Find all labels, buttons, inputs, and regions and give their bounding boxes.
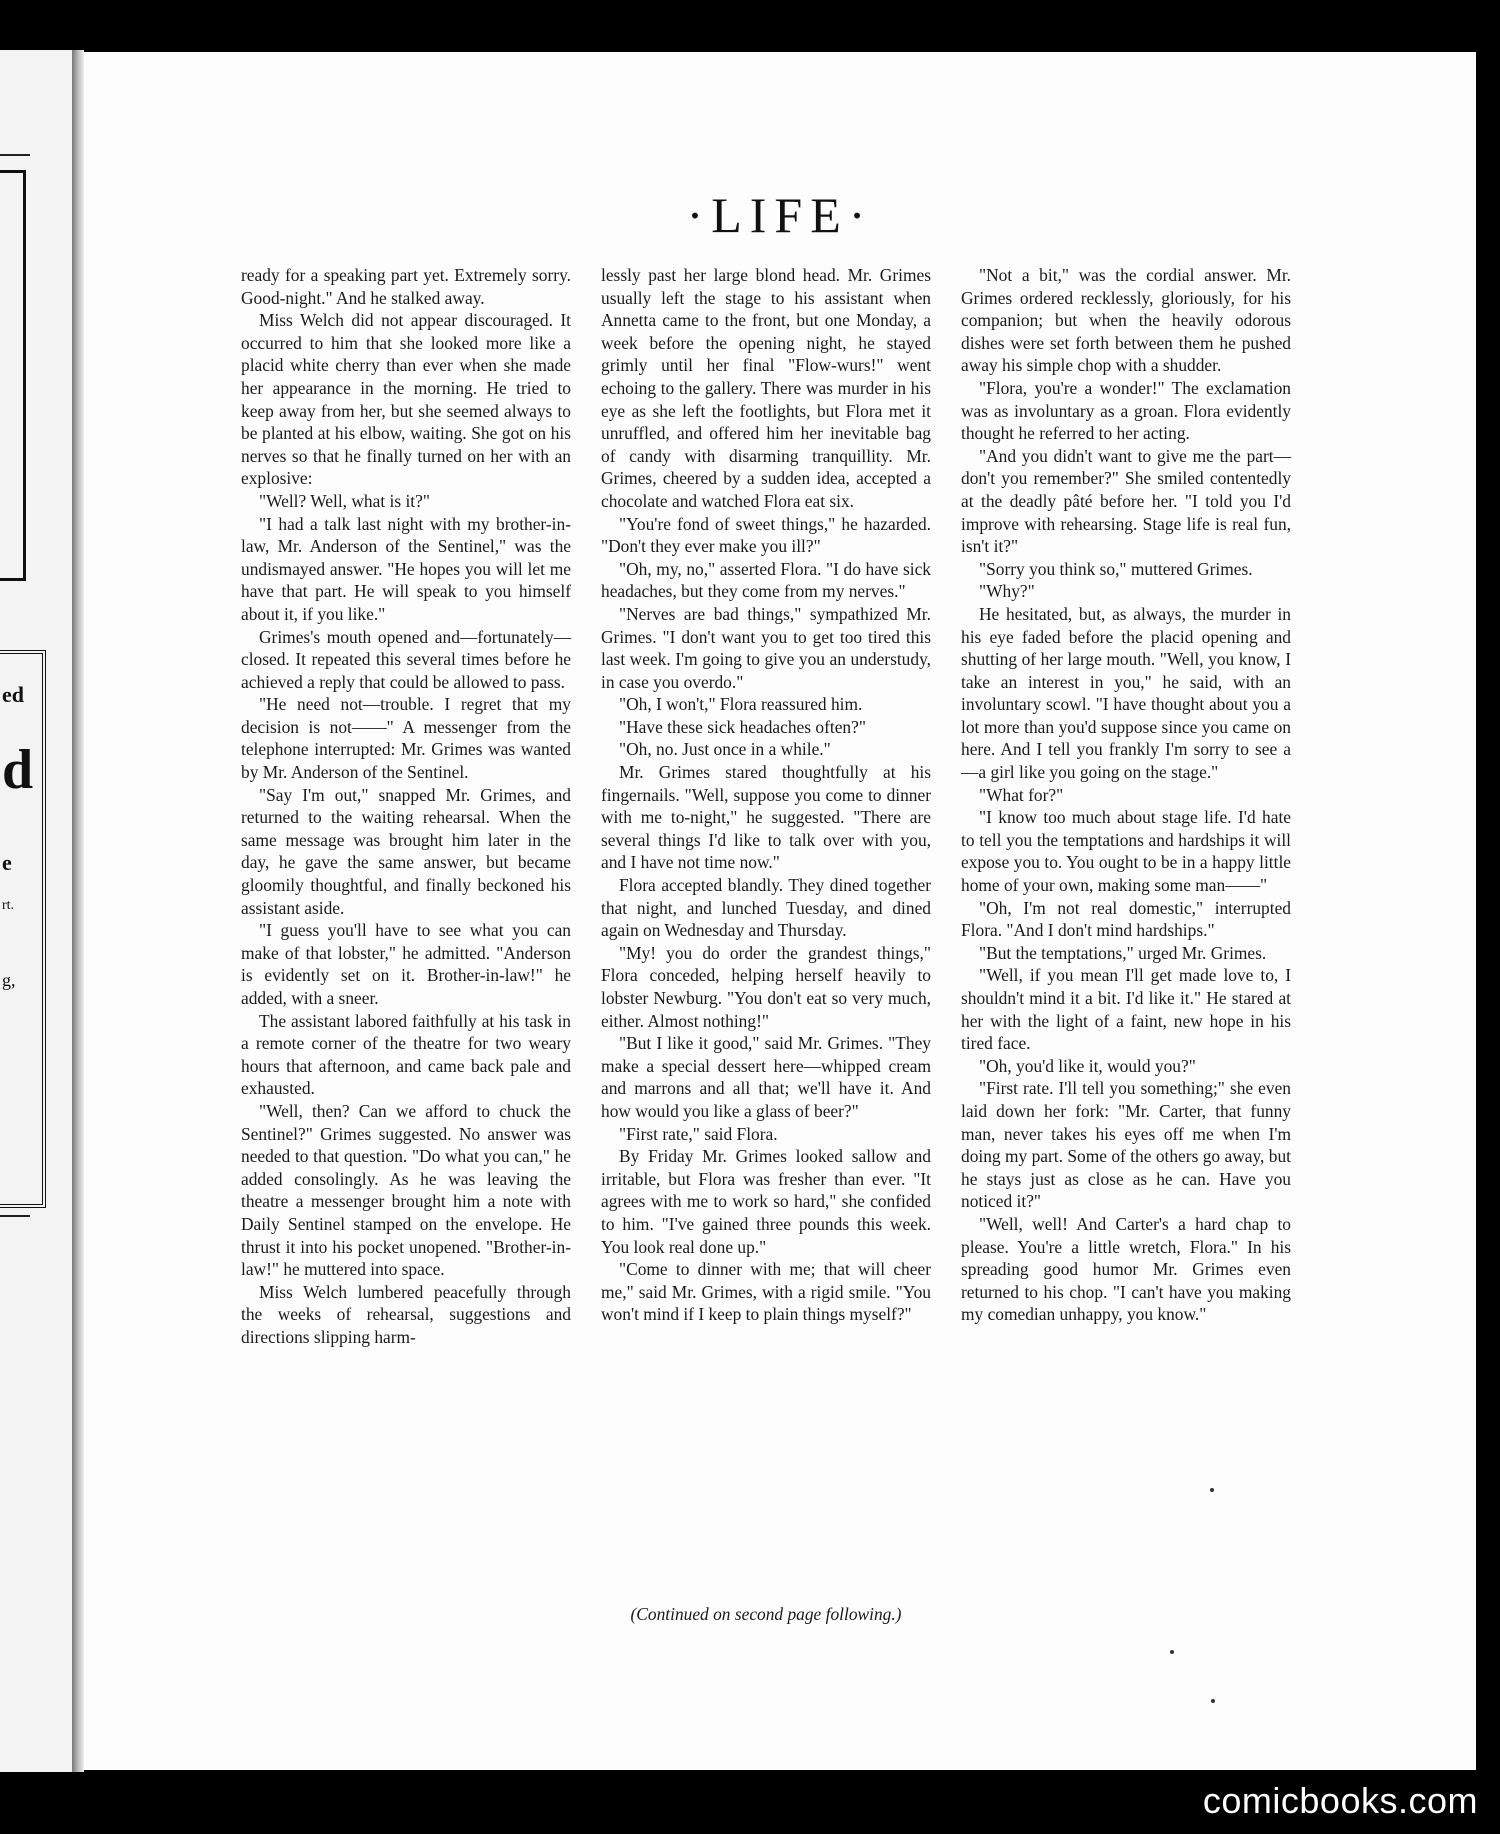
book-gutter <box>72 50 84 1772</box>
article-paragraph: "What for?" <box>979 784 1064 805</box>
article-paragraph: Mr. Grimes stared thoughtfully at his fingernails. "Well, suppose you come to dinner with me to-night," he suggested. "There are several things I'd like to talk over with you, and I have not time now." <box>601 762 931 873</box>
text-column-2 <box>601 264 931 1326</box>
left-fragment-text: e <box>2 850 12 875</box>
watermark-text: comicbooks.com <box>1202 1780 1478 1821</box>
article-paragraph: "Why?" <box>979 581 1035 602</box>
article-paragraph: "Well, well! And Carter's a hard chap to please. You're a little wretch, Flora." In his spreading good humor Mr. Grimes even returned to his chop. "I can't have you making my comedian unhappy, you know." <box>961 1213 1291 1325</box>
article-paragraph: "He need not—trouble. I regret that my decision is not——" A messenger from the telephone interrupted: Mr. Grimes was wanted by Mr. Anderson of the Sentinel. <box>241 694 571 783</box>
article-paragraph: Grimes's mouth opened and—fortunately—closed. It repeated this several times before he achieved a reply that could be allowed to pass. <box>241 626 571 692</box>
article-paragraph: "Say I'm out," snapped Mr. Grimes, and returned to the waiting rehearsal. When the same message was brought him later in the day, he gave the same answer, but became gloomily thoughtful, and finally beckoned his assistant aside. <box>241 784 571 918</box>
magazine-page <box>84 52 1476 1770</box>
article-paragraph: "And you didn't want to give me the part—don't you remember?" She smiled contentedly at the deadly pâté before her. "I told you I'd improve with rehearsing. Stage life is real fun, isn't it?" <box>961 445 1291 557</box>
article-paragraph: He hesitated, but, as always, the murder in his eye faded before the placid opening and shutting of her large mouth. "Well, you know, I take an interest in you," he said, with an involuntary scowl. "I have thought about you a lot more than you'd suppose since you came on here. And I tell you frankly I'm sorry to see a—a girl like you going on the stage." <box>961 603 1291 783</box>
text-column-1 <box>241 264 571 1349</box>
article-paragraph: "Well, then? Can we afford to chuck the Sentinel?" Grimes suggested. No answer was needed to that question. "Do what you can," he added consolingly. As he was leaving the theatre a messenger brought him a note with Daily Sentinel stamped on the envelope. He thrust it into his pocket unopened. "Brother-in-law!" he muttered into space. <box>241 1100 571 1280</box>
left-fragment-text: ed <box>2 682 24 707</box>
article-paragraph: "But the temptations," urged Mr. Grimes. <box>979 942 1267 963</box>
left-page-edge <box>0 50 80 1772</box>
masthead-title: ·LIFE· <box>686 187 874 243</box>
article-paragraph: "Oh, I'm not real domestic," interrupted Flora. "And I don't mind hardships." <box>961 897 1291 941</box>
article-paragraph: "I know too much about stage life. I'd hate to tell you the temptations and hardships it will expose you to. You ought to be in a happy little home of your own, making some man——" <box>961 807 1291 896</box>
article-paragraph: "First rate. I'll tell you something;" she even laid down her fork: "Mr. Carter, that funny man, never takes his eyes off me when I'm doing my part. Some of the others go away, but he stays just as close as he can. Have you noticed it?" <box>961 1078 1291 1212</box>
article-paragraph: "Sorry you think so," muttered Grimes. <box>979 558 1253 579</box>
article-paragraph: "Flora, you're a wonder!" The exclamation was as involuntary as a groan. Flora evidently thought he referred to her acting. <box>961 377 1291 444</box>
text-column-3 <box>961 264 1291 1326</box>
article-paragraph: "I had a talk last night with my brother-in-law, Mr. Anderson of the Sentinel," was the undismayed answer. "He hopes you will let me have that part. He will speak to you himself about it, if you like." <box>241 513 571 624</box>
left-page-ad-frame-double <box>0 650 46 1208</box>
article-paragraph: "Oh, my, no," asserted Flora. "I do have sick headaches, but they come from my nerves." <box>601 558 931 602</box>
continued-note: (Continued on second page following.) <box>630 1604 902 1624</box>
article-paragraph: Miss Welch lumbered peacefully through the weeks of rehearsal, suggestions and directions slipping harm- <box>241 1281 571 1347</box>
article-paragraph: Miss Welch did not appear discouraged. It occurred to him that she looked more like a placid white cherry than ever when she made her appearance in the morning. He tried to keep away from her, but she seemed always to be planted at his elbow, waiting. She got on his nerves so that he finally turned on her with an explosive: <box>241 310 571 489</box>
article-paragraph: "I guess you'll have to see what you can make of that lobster," he admitted. "Anderson is evidently set on it. Brother-in-law!" he added, with a sneer. <box>241 920 571 1008</box>
left-page-ad-frame <box>0 170 26 581</box>
article-paragraph: lessly past her large blond head. Mr. Grimes usually left the stage to his assistant when Annetta came to the front, but one Monday, a week before the opening night, he stayed grimly until her final "Flow-wurs!" went echoing to the gallery. There was murder in his eye as she left the footlights, but Flora met it unruffled, and offered him her inevitable bag of candy with disarming tranquillity. Mr. Grimes, cheered by a sudden idea, accepted a chocolate and watched Flora eat six. <box>601 265 931 511</box>
print-speck <box>1210 1488 1214 1492</box>
print-speck <box>1170 1650 1174 1654</box>
print-speck <box>1211 1699 1215 1703</box>
article-paragraph: "But I like it good," said Mr. Grimes. "They make a special dessert here—whipped cream and marrons and all that; we'll have it. And how would you like a glass of beer?" <box>601 1033 931 1121</box>
left-fragment-text: g, <box>2 970 16 990</box>
left-page-rule <box>0 154 30 156</box>
article-paragraph: "Come to dinner with me; that will cheer me," said Mr. Grimes, with a rigid smile. "You won't mind if I keep to plain things myself?" <box>601 1259 931 1325</box>
article-paragraph: Flora accepted blandly. They dined together that night, and lunched Tuesday, and dined again on Wednesday and Thursday. <box>601 875 931 941</box>
article-paragraph: The assistant labored faithfully at his task in a remote corner of the theatre for two weary hours that afternoon, and came back pale and exhausted. <box>241 1010 571 1099</box>
article-paragraph: By Friday Mr. Grimes looked sallow and irritable, but Flora was fresher than ever. "It agrees with me to work so hard," she confided to him. "I've gained three pounds this week. You look real done up." <box>601 1146 931 1257</box>
article-paragraph: "Have these sick headaches often?" <box>619 716 866 737</box>
article-paragraph: "Well? Well, what is it?" <box>259 490 430 511</box>
article-paragraph: "You're fond of sweet things," he hazarded. "Don't they ever make you ill?" <box>601 513 931 557</box>
article-paragraph: "Oh, no. Just once in a while." <box>619 739 831 760</box>
article-paragraph: "My! you do order the grandest things," Flora conceded, helping herself heavily to lobster Newburg. "You don't eat so very much, either. Almost nothing!" <box>601 942 931 1031</box>
article-paragraph: "Oh, I won't," Flora reassured him. <box>619 694 863 715</box>
left-page-rule <box>0 1215 30 1217</box>
article-paragraph: "Oh, you'd like it, would you?" <box>979 1055 1196 1076</box>
article-paragraph: ready for a speaking part yet. Extremely sorry. Good-night." And he stalked away. <box>241 265 571 308</box>
left-fragment-text: rt. <box>2 898 15 913</box>
article-paragraph: "Not a bit," was the cordial answer. Mr. Grimes ordered recklessly, gloriously, for his companion; but when the heavily odorous dishes were set forth between them he pushed away his simple chop with a shudder. <box>961 265 1291 376</box>
article-paragraph: "Nerves are bad things," sympathized Mr. Grimes. "I don't want you to get too tired this last week. I'm going to give you an understudy, in case you overdo." <box>601 603 931 692</box>
article-paragraph: "Well, if you mean I'll get made love to, I shouldn't mind it a bit. I'd like it." He stared at her with the light of a faint, new hope in his tired face. <box>961 965 1291 1054</box>
left-fragment-text: d <box>2 739 34 801</box>
article-paragraph: "First rate," said Flora. <box>619 1123 778 1144</box>
